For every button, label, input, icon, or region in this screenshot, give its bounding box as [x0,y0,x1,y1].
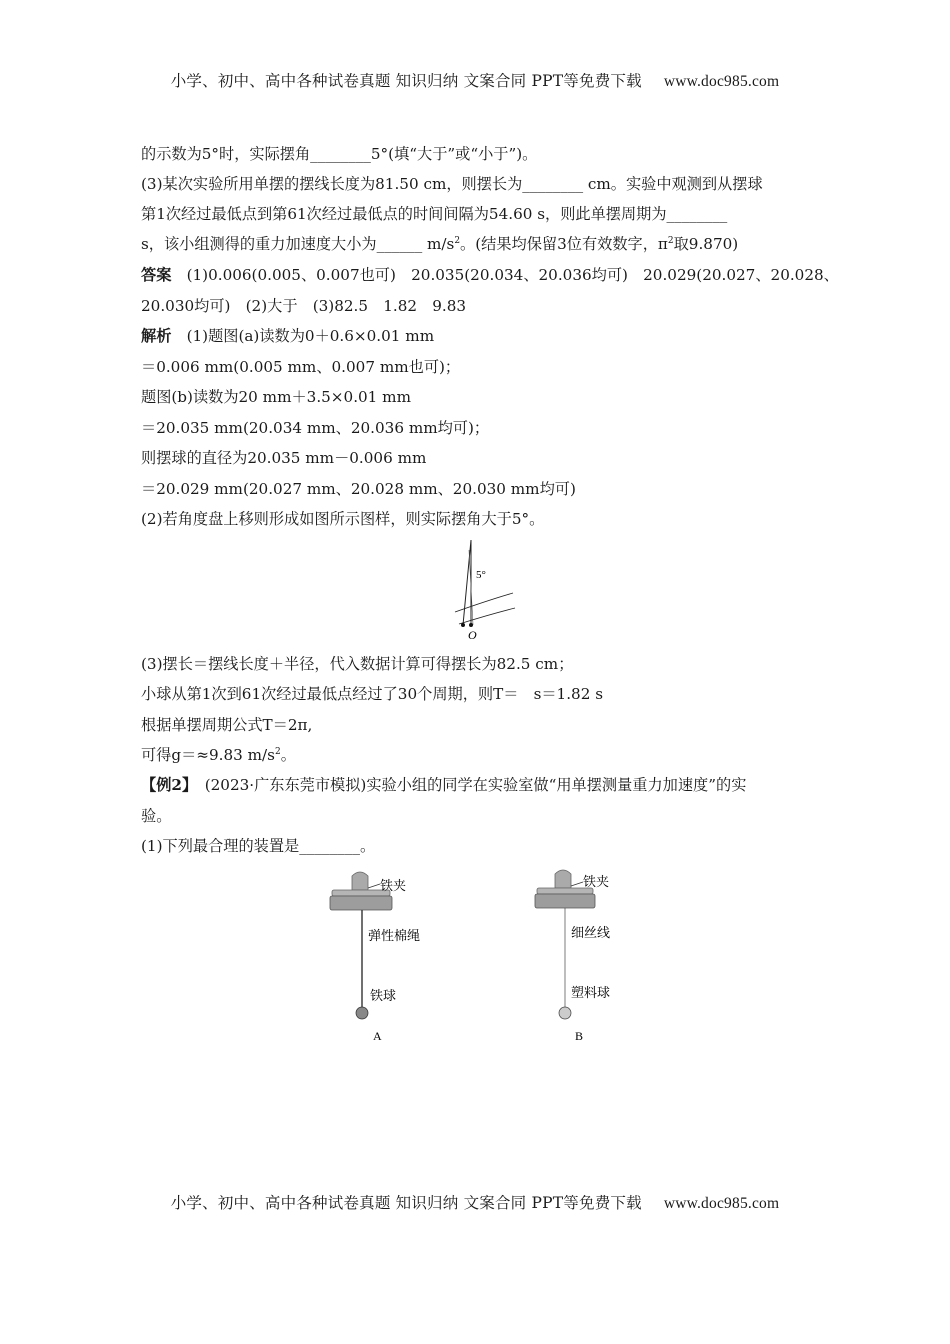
text-span: s，该小组测得的重力加速度大小为______ m/s [141,235,455,253]
text-line [141,233,738,255]
ball-label: 塑料球 [571,986,611,1001]
caption-b: B [575,1029,584,1043]
text-line: 则摆球的直径为20.035 mm－0.006 mm [141,449,427,467]
text-span: (2023·广东东莞市模拟)实验小组的同学在实验室做“用单摆测量重力加速度”的实 [189,776,747,794]
apparatus-b-figure [525,862,655,1051]
text-line: 20.030均可) (2)大于 (3)82.5 1.82 9.83 [141,297,467,315]
string-label: 弹性棉绳 [368,929,421,944]
text-line: ＝0.006 mm(0.005 mm、0.007 mm也可)； [141,358,461,376]
header-text: 小学、初中、高中各种试卷真题 知识归纳 文案合同 PPT等免费下载 [170,72,642,90]
clip-jaw-bottom [535,894,595,908]
header-site: www.doc985.com [663,73,780,90]
footer-site: www.doc985.com [663,1195,780,1212]
plastic-ball [559,1007,571,1019]
clip-label: 铁夹 [380,879,407,894]
point-label: O [468,628,477,642]
page-header [0,69,950,91]
answer-line [141,264,839,286]
clip-handle [555,870,571,888]
string-label: 细丝线 [571,926,611,941]
text-span: 。(结果均保留3位有效数字，π [460,235,668,253]
protractor-arc [455,593,513,612]
page-footer [0,1191,950,1213]
leader-line [571,882,583,886]
text-span: 可得g＝≈9.83 m/s [141,746,275,764]
text-line: (3)摆长＝摆线长度＋半径，代入数据计算可得摆长为82.5 cm； [141,655,574,673]
example-line [141,774,746,796]
example-label: 【例2】 [141,776,190,794]
superscript: 2 [454,236,461,246]
ball-label: 铁球 [370,989,397,1004]
solution-line [141,325,434,347]
clip-handle [352,872,368,890]
clip-jaw-bottom [330,896,392,910]
angle-label: 5° [476,569,486,581]
text-line: 根据单摆周期公式T＝2π, [141,716,313,734]
solution-label: 解析 [141,327,172,345]
text-line: (2)若角度盘上移则形成如图所示图样，则实际摆角大于5°。 [141,510,545,528]
answer-label: 答案 [141,266,172,284]
text-line: 小球从第1次到61次经过最低点经过了30个周期，则T＝ s＝1.82 s [141,685,603,703]
superscript: 2 [667,236,674,246]
text-line [141,744,296,766]
clip-label: 铁夹 [583,875,610,890]
angle-figure [449,538,529,643]
text-line: 的示数为5°时，实际摆角________5°(填“大于”或“小于”)。 [141,145,538,163]
apparatus-a-figure [320,866,450,1051]
text-line: 验。 [141,807,172,825]
text-span: 。 [280,746,296,764]
text-span: 取9.870) [673,235,739,253]
superscript: 2 [274,747,281,757]
ball-left [461,623,465,627]
text-line: 第1次经过最低点到第61次经过最低点的时间间隔为54.60 s，则此单摆周期为________ [141,205,728,223]
angled-line [463,540,471,625]
text-span: (1)题图(a)读数为0＋0.6×0.01 mm [186,327,435,345]
text-line: 题图(b)读数为20 mm＋3.5×0.01 mm [141,388,411,406]
leader-line [368,884,380,888]
caption-a: A [373,1029,382,1043]
iron-ball [356,1007,368,1019]
text-span: (1)0.006(0.005、0.007也可) 20.035(20.034、20.036均可) 20.029(20.027、20.028、 [186,266,839,284]
text-line: (3)某次实验所用单摆的摆线长度为81.50 cm，则摆长为________ cm。实验中观测到从摆球 [141,175,763,193]
text-line: ＝20.029 mm(20.027 mm、20.028 mm、20.030 mm均可) [141,480,576,498]
ball-center [469,623,473,627]
swing-arc [459,608,515,624]
text-line: ＝20.035 mm(20.034 mm、20.036 mm均可)； [141,419,490,437]
footer-text: 小学、初中、高中各种试卷真题 知识归纳 文案合同 PPT等免费下载 [170,1194,642,1212]
question-line: (1)下列最合理的装置是________。 [141,837,376,855]
